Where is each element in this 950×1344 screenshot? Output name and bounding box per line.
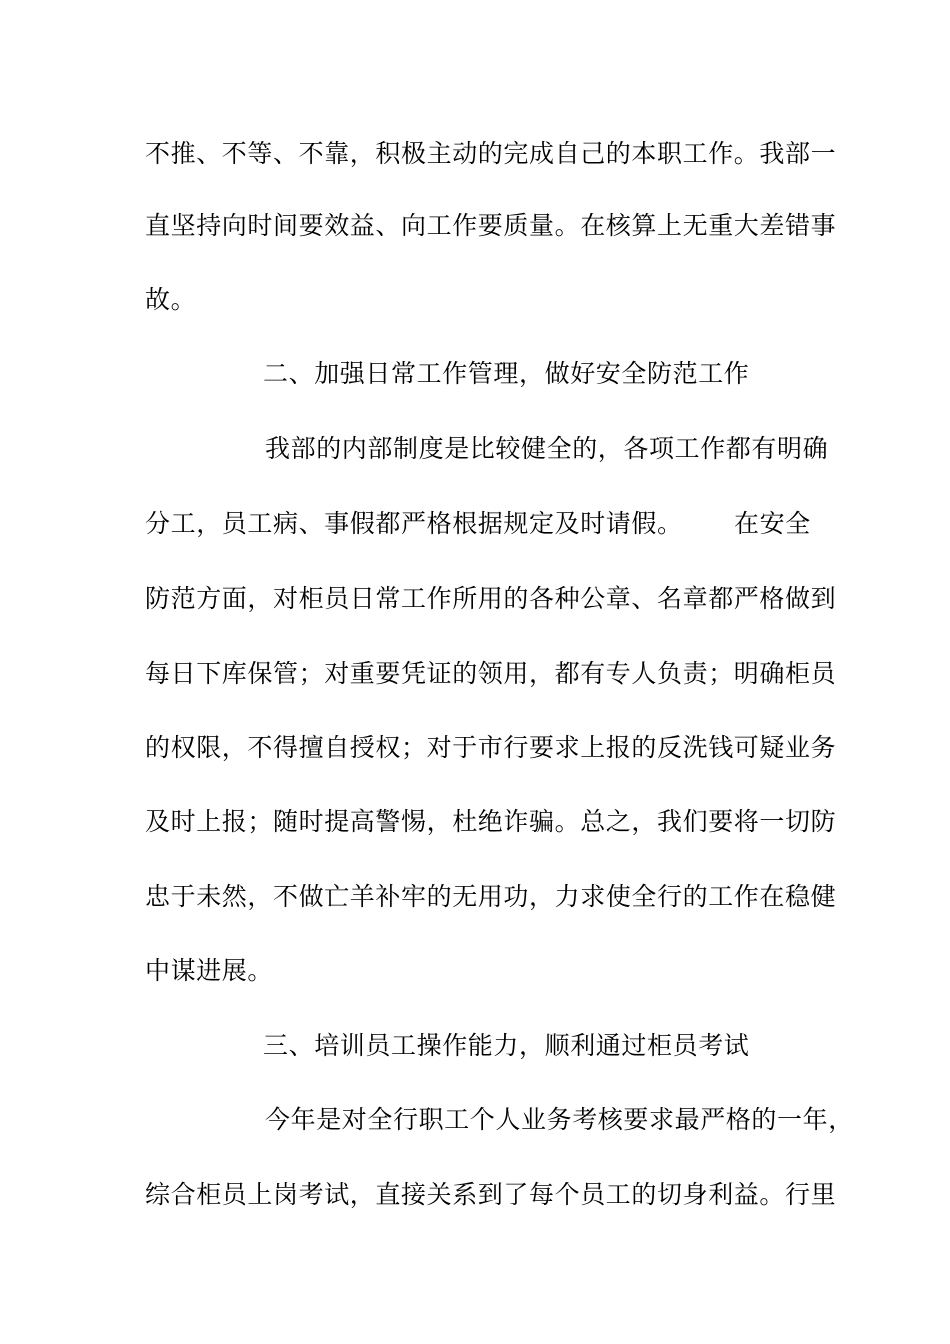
body-text-line: 防范方面，对柜员日常工作所用的各种公章、名章都严格做到: [145, 584, 837, 613]
body-text-line: 直坚持向时间要效益、向工作要质量。在核算上无重大差错事: [145, 211, 837, 240]
body-text-line: 忠于未然，不做亡羊补牢的无用功，力求使全行的工作在稳健: [145, 882, 837, 911]
body-text-fragment: 在安全: [734, 509, 811, 538]
body-text-line: 及时上报；随时提高警惕，杜绝诈骗。总之，我们要将一切防: [145, 807, 837, 836]
body-text-line: 中谋进展。: [145, 956, 274, 985]
section-heading-3: 三、培训员工操作能力，顺利通过柜员考试: [263, 1031, 750, 1060]
body-text-line: 分工，员工病、事假都严格根据规定及时请假。: [145, 509, 683, 538]
paragraph-first-line: 我部的内部制度是比较健全的，各项工作都有明确: [265, 434, 829, 463]
paragraph-first-line: 今年是对全行职工个人业务考核要求最严格的一年，: [265, 1105, 854, 1134]
body-text-line: 故。: [145, 285, 197, 314]
body-text-line: 的权限，不得擅自授权；对于市行要求上报的反洗钱可疑业务: [145, 733, 837, 762]
body-text-line: 每日下库保管；对重要凭证的领用，都有专人负责；明确柜员: [145, 659, 837, 688]
section-heading-2: 二、加强日常工作管理，做好安全防范工作: [263, 359, 750, 388]
body-text-line: 不推、不等、不靠，积极主动的完成自己的本职工作。我部一: [145, 139, 837, 168]
body-text-line: 综合柜员上岗考试，直接关系到了每个员工的切身利益。行里: [145, 1180, 837, 1209]
